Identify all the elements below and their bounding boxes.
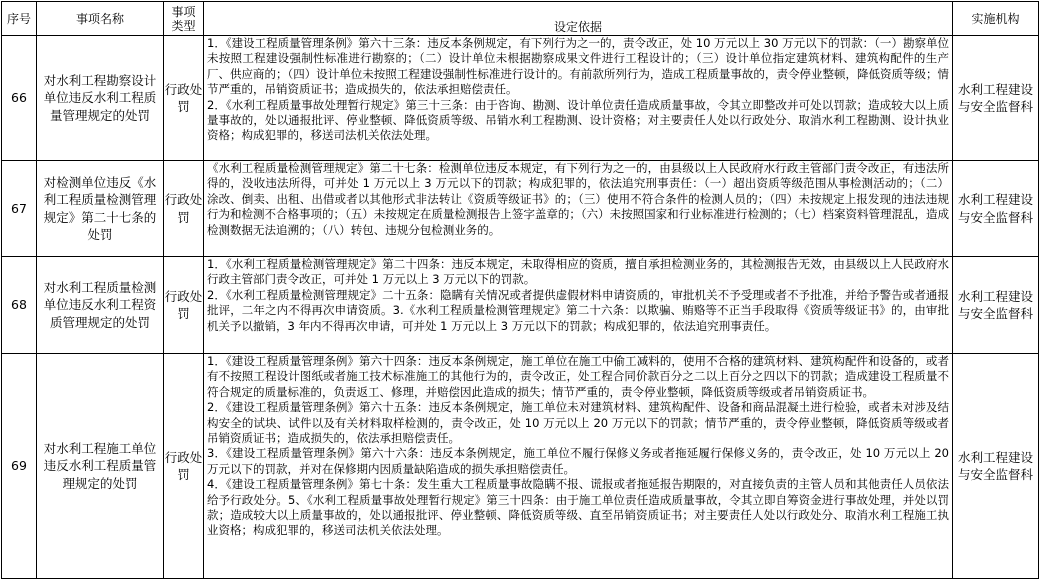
header-type: 事项 类型: [164, 2, 204, 36]
row-no: 68: [2, 257, 37, 354]
row-org: 水利工程建设与安全监督科: [953, 161, 1039, 257]
row-basis: [204, 354, 953, 579]
basis-paragraph: 2．《建设工程质量管理条例》第六十五条：违反本条例规定，施工单位未对建筑材料、建筑构配件、设备和商品混凝土进行检验，或者未对涉及结构安全的试块、试件以及有关材料取样检测的，责令改正，处 10 万元以上 20 万元以下的罚款；情节严重的，责令停业整顿，降低资质等级或者吊销资质证书；造成损失的，依法承担赔偿责任。: [207, 400, 949, 446]
basis-paragraph: 1．《水利工程质量检测管理规定》第二十四条：违反本规定，未取得相应的资质，擅自承担检测业务的，其检测报告无效，由县级以上人民政府水行政主管部门责令改正，可并处 1 万元以上 3 万元以下的罚款。: [207, 257, 949, 287]
header-name: 事项名称: [37, 2, 164, 36]
row-item-type: 行政处罚: [164, 257, 204, 354]
row-basis: [204, 257, 953, 354]
row-item-name: 对水利工程质量检测单位违反水利工程资质管理规定的处罚: [37, 257, 164, 354]
row-org: 水利工程建设与安全监督科: [953, 257, 1039, 354]
row-item-name: 对水利工程施工单位违反水利工程质量管理规定的处罚: [37, 354, 164, 579]
header-org: 实施机构: [953, 2, 1039, 36]
row-no: 67: [2, 161, 37, 257]
row-item-type: 行政处罚: [164, 161, 204, 257]
row-no: 69: [2, 354, 37, 579]
row-item-type: 行政处罚: [164, 354, 204, 579]
row-no: 66: [2, 36, 37, 161]
row-item-name: 对水利工程勘察设计单位违反水利工程质量管理规定的处罚: [37, 36, 164, 161]
row-item-name: 对检测单位违反《水利工程质量检测管理规定》第二十七条的处罚: [37, 161, 164, 257]
table-row: [2, 257, 1039, 354]
basis-paragraph: 1．《建设工程质量管理条例》第六十四条：违反本条例规定，施工单位在施工中偷工减料的，使用不合格的建筑材料、建筑构配件和设备的，或者有不按照工程设计图纸或者施工技术标准施工的其他行为的，责令改正，处工程合同价款百分之二以上百分之四以下的罚款；造成建设工程质量不符合规定的质量标准的，负责返工、修理，并赔偿因此造成的损失；情节严重的，责令停业整顿，降低资质等级或者吊销资质证书。: [207, 354, 949, 399]
header-basis: 设定依据: [204, 2, 953, 36]
row-basis: [204, 161, 953, 257]
item-table: [1, 1, 1039, 579]
table-row: [2, 36, 1039, 161]
row-item-type: 行政处罚: [164, 36, 204, 161]
header-no: 序号: [2, 2, 37, 36]
basis-paragraph: 4．《建设工程质量管理条例》第七十条：发生重大工程质量事故隐瞒不报、谎报或者拖延报告期限的，对直接负责的主管人员和其他责任人员依法给予行政处分。5、《水利工程质量事故处理暂行规定》第三十四条：由于施工单位责任造成质量事故，令其立即自筹资金进行事故处理，并处以罚款；造成较大以上质量事故的，处以通报批评、停业整顿、降低资质等级、直至吊销资质证书；对主要责任人处以行政处分、取消水利工程施工执业资格；构成犯罪的，移送司法机关依法处理。: [207, 477, 949, 538]
row-org: 水利工程建设与安全监督科: [953, 36, 1039, 161]
basis-paragraph: 3．《建设工程质量管理条例》第六十六条：违反本条例规定，施工单位不履行保修义务或者拖延履行保修义务的，责令改正，处 10 万元以上 20 万元以下的罚款，并对在保修期内因质量缺陷造成的损失承担赔偿责任。: [207, 446, 949, 476]
basis-paragraph: 2．《水利工程质量检测管理规定》二十五条：隐瞒有关情况或者提供虚假材料申请资质的，审批机关不予受理或者不予批准，并给予警告或者通报批评，二年之内不得再次申请资质。3.《水利工程质量检测管理规定》第二十六条：以欺骗、贿赂等不正当手段取得《资质等级证书》的，由审批机关予以撤销，3 年内不得再次申请，可并处 1 万元以上 3 万元以下的罚款；构成犯罪的，依法追究刑事责任。: [207, 287, 949, 333]
basis-paragraph: 1．《建设工程质量管理条例》第六十三条：违反本条例规定，有下列行为之一的，责令改正，处 10 万元以上 30 万元以下的罚款：（一）勘察单位未按照工程建设强制性标准进行勘察的；（二）设计单位未根据勘察成果文件进行工程设计的；（三）设计单位指定建筑材料、建筑构配件的生产厂、供应商的；（四）设计单位未按照工程建设强制性标准进行设计的。有前款所列行为，造成工程质量事故的，责令停业整顿，降低资质等级；情节严重的，吊销资质证书；造成损失的，依法承担赔偿责任。: [207, 36, 949, 97]
basis-paragraph: 《水利工程质量检测管理规定》第二十七条：检测单位违反本规定，有下列行为之一的，由县级以上人民政府水行政主管部门责令改正，有违法所得的，没收违法所得，可并处 1 万元以上 3 万元以下的罚款；构成犯罪的，依法追究刑事责任：（一）超出资质等级范围从事检测活动的；（二）涂改、倒卖、出租、出借或者以其他形式非法转让《资质等级证书》的；（三）使用不符合条件的检测人员的；（四）未按规定上报发现的违法违规行为和检测不合格事项的；（五）未按规定在质量检测报告上签字盖章的；（六）未按照国家和行业标准进行检测的；（七）档案资料管理混乱，造成检测数据无法追溯的；（八）转包、违规分包检测业务的。: [207, 161, 949, 237]
row-org: 水利工程建设与安全监督科: [953, 354, 1039, 579]
basis-paragraph: 2．《水利工程质量事故处理暂行规定》第三十三条：由于咨询、勘测、设计单位责任造成质量事故，令其立即整改并可处以罚款；造成较大以上质量事故的，处以通报批评、停业整顿、降低资质等级、吊销水利工程勘测、设计资格；对主要责任人处以行政处分、取消水利工程勘测、设计执业资格；构成犯罪的，移送司法机关依法处理。: [207, 97, 949, 143]
table-row: [2, 161, 1039, 257]
row-basis: [204, 36, 953, 161]
header-row: [2, 2, 1039, 36]
table-row: [2, 354, 1039, 579]
